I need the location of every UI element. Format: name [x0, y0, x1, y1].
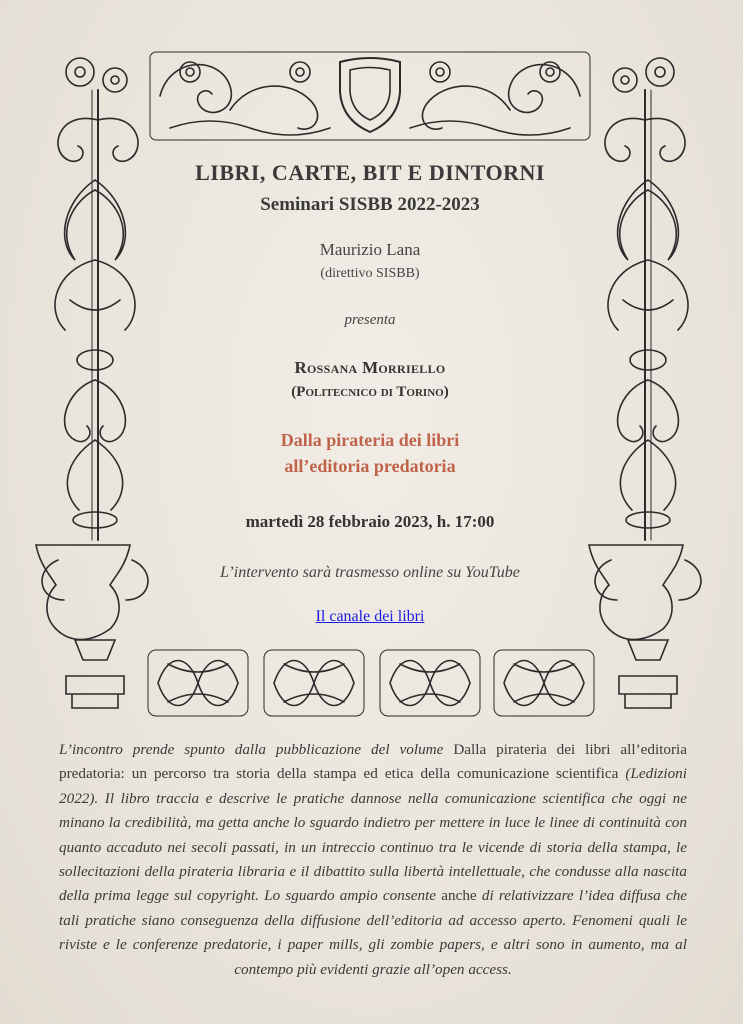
abstract-body: (Ledizioni 2022). Il libro traccia e descrive le pratiche dannose nella comunicazione scientifica che oggi ne minano la credibilità, ma getta anche lo sguardo indietro per mettere in luce le linee di continuità con quanto accaduto nei secoli passati, in un intreccio continuo tra le vicende di storia della stampa, le sollecitazioni della pirateria libraria e il dibattito sulla libertà intellettuale, che condusse alla nascita della prima legge sul copyright. Lo sguardo ampio consente	[59, 765, 687, 905]
presenter-name: Maurizio Lana	[319, 240, 421, 259]
bottom-knot-ornaments	[148, 650, 594, 716]
event-series-subtitle: Seminari SISBB 2022-2023	[260, 194, 480, 215]
abstract-book-title: Dalla pirateria dei libri all’editoria predatoria: un percorso tra storia della stampa ed etica della comunicazione scientifica	[59, 741, 688, 783]
presenter-role: (direttivo SISBB)	[320, 266, 420, 281]
abstract-paragraph	[59, 738, 687, 982]
talk-title-line1: Dalla pirateria dei libri	[280, 430, 460, 450]
presents-label: presenta	[344, 312, 396, 328]
youtube-channel-link[interactable]: Il canale dei libri	[315, 608, 425, 625]
streaming-note: L’intervento sarà trasmesso online su YouTube	[220, 564, 520, 581]
right-ornament-column	[589, 58, 701, 708]
talk-title-line2: all’editoria predatoria	[284, 456, 456, 476]
event-series-title: LIBRI, CARTE, BIT E DINTORNI	[195, 160, 545, 185]
left-ornament-column	[36, 58, 148, 708]
event-datetime: martedì 28 febbraio 2023, h. 17:00	[245, 512, 495, 531]
speaker-name: Rossana Morriello	[294, 358, 446, 377]
abstract-emphasis: anche	[441, 887, 477, 905]
abstract-intro: L’incontro prende spunto dalla pubblicazione del volume	[59, 741, 444, 758]
speaker-affiliation: (Politecnico di Torino)	[291, 384, 449, 400]
abstract-conclusion: di relativizzare l’idea diffusa che tali pratiche siano conseguenza della diffusione dell’editoria ad accesso aperto. Fenomeni quali le riviste e le conferenze predatorie, i paper mills, gli zombie papers, e altri sono in aumento, ma al contempo più evidenti grazie all’open access.	[59, 887, 688, 978]
top-ornament-band	[150, 52, 590, 140]
